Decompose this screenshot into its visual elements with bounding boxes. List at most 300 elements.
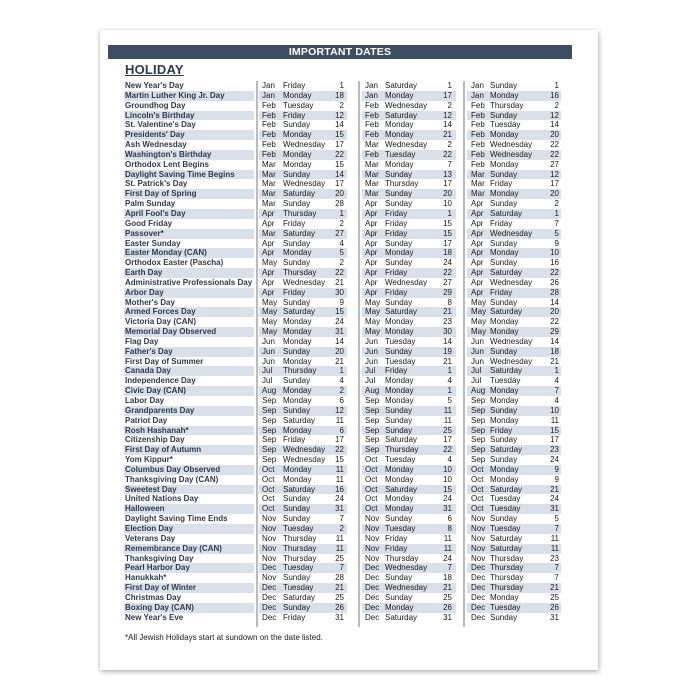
holiday-row bbox=[0, 514, 700, 524]
year3-weekday: Monday bbox=[490, 159, 519, 169]
holiday-name: Remembrance Day (CAN) bbox=[125, 543, 222, 553]
year2-month: Sep bbox=[365, 415, 380, 425]
holiday-table bbox=[0, 81, 700, 622]
year1-month: Feb bbox=[262, 110, 276, 120]
year1-month: Feb bbox=[262, 120, 276, 130]
year3-day: 26 bbox=[550, 602, 559, 612]
year3-weekday: Wednesday bbox=[490, 277, 533, 287]
holiday-row bbox=[0, 504, 700, 514]
year2-month: Dec bbox=[365, 563, 380, 573]
year2-weekday: Saturday bbox=[385, 110, 418, 120]
year2-day: 24 bbox=[443, 494, 452, 504]
year3-day: 5 bbox=[554, 514, 559, 524]
year3-day: 31 bbox=[550, 612, 559, 622]
year3-month: Sep bbox=[471, 425, 486, 435]
year1-day: 6 bbox=[339, 425, 344, 435]
year3-weekday: Monday bbox=[490, 386, 519, 396]
year3-month: Sep bbox=[471, 455, 486, 465]
holiday-name: Pearl Harbor Day bbox=[125, 563, 190, 573]
year1-day: 15 bbox=[335, 159, 344, 169]
year3-month: Dec bbox=[471, 592, 486, 602]
year2-weekday: Sunday bbox=[385, 238, 413, 248]
year2-weekday: Sunday bbox=[385, 189, 413, 199]
year1-weekday: Tuesday bbox=[283, 583, 314, 593]
year1-weekday: Wednesday bbox=[283, 277, 326, 287]
year1-weekday: Sunday bbox=[283, 199, 311, 209]
year3-month: Oct bbox=[471, 484, 484, 494]
year2-weekday: Monday bbox=[385, 130, 414, 140]
holiday-name: Armed Forces Day bbox=[125, 307, 196, 317]
year1-day: 1 bbox=[339, 81, 344, 90]
year1-weekday: Friday bbox=[283, 612, 306, 622]
holiday-row bbox=[0, 199, 700, 209]
year1-month: Jul bbox=[262, 366, 273, 376]
year2-month: Sep bbox=[365, 396, 380, 405]
year2-weekday: Sunday bbox=[385, 415, 413, 425]
year1-day: 14 bbox=[335, 120, 344, 130]
year3-weekday: Saturday bbox=[490, 533, 523, 543]
year1-day: 20 bbox=[335, 346, 344, 356]
year1-day: 15 bbox=[335, 307, 344, 317]
year3-month: Feb bbox=[471, 159, 485, 169]
year1-weekday: Thursday bbox=[283, 268, 317, 278]
year2-weekday: Wednesday bbox=[385, 563, 428, 573]
year1-day: 31 bbox=[335, 504, 344, 514]
year1-day: 24 bbox=[335, 317, 344, 327]
year1-month: Mar bbox=[262, 189, 276, 199]
year2-month: Jun bbox=[365, 336, 378, 346]
year1-weekday: Monday bbox=[283, 248, 312, 258]
year3-month: Jul bbox=[471, 366, 482, 376]
year3-weekday: Monday bbox=[490, 130, 519, 140]
year2-weekday: Sunday bbox=[385, 405, 413, 415]
year3-month: Nov bbox=[471, 514, 486, 524]
year3-month: Feb bbox=[471, 140, 485, 150]
holiday-name: Passover* bbox=[125, 228, 164, 238]
year1-weekday: Sunday bbox=[283, 573, 311, 583]
year2-weekday: Monday bbox=[385, 327, 414, 337]
year3-month: Apr bbox=[471, 287, 484, 297]
year1-weekday: Tuesday bbox=[283, 563, 314, 573]
year2-weekday: Monday bbox=[385, 602, 414, 612]
holiday-row bbox=[0, 494, 700, 504]
year2-day: 15 bbox=[443, 218, 452, 228]
year3-day: 11 bbox=[550, 543, 559, 553]
year2-day: 11 bbox=[443, 543, 452, 553]
year3-weekday: Friday bbox=[490, 218, 513, 228]
year1-weekday: Monday bbox=[283, 327, 312, 337]
year2-month: Nov bbox=[365, 523, 380, 533]
year2-weekday: Saturday bbox=[385, 307, 418, 317]
year2-weekday: Wednesday bbox=[385, 277, 428, 287]
year1-weekday: Monday bbox=[283, 425, 312, 435]
year2-day: 15 bbox=[443, 228, 452, 238]
year2-weekday: Tuesday bbox=[385, 455, 416, 465]
year2-month: Mar bbox=[365, 169, 379, 179]
year2-month: Apr bbox=[365, 287, 378, 297]
year2-day: 31 bbox=[443, 504, 452, 514]
year3-day: 25 bbox=[550, 592, 559, 602]
year1-weekday: Wednesday bbox=[283, 179, 326, 189]
year2-weekday: Thursday bbox=[385, 179, 419, 189]
year1-month: Oct bbox=[262, 494, 275, 504]
holiday-name: Earth Day bbox=[125, 268, 163, 278]
year2-weekday: Sunday bbox=[385, 346, 413, 356]
year3-month: Feb bbox=[471, 110, 485, 120]
year1-weekday: Tuesday bbox=[283, 523, 314, 533]
year2-weekday: Monday bbox=[385, 159, 414, 169]
year1-day: 12 bbox=[335, 405, 344, 415]
holiday-name: Memorial Day Observed bbox=[125, 327, 217, 337]
year2-weekday: Friday bbox=[385, 287, 408, 297]
year3-day: 23 bbox=[550, 445, 559, 455]
year3-weekday: Wednesday bbox=[490, 228, 533, 238]
year1-month: Aug bbox=[262, 386, 277, 396]
year1-month: Nov bbox=[262, 553, 277, 563]
year3-month: Apr bbox=[471, 238, 484, 248]
year3-day: 4 bbox=[554, 396, 559, 405]
year2-day: 12 bbox=[443, 110, 452, 120]
year2-month: Jun bbox=[365, 346, 378, 356]
year1-month: Dec bbox=[262, 612, 277, 622]
year1-month: May bbox=[262, 297, 278, 307]
year3-day: 24 bbox=[550, 494, 559, 504]
year2-weekday: Tuesday bbox=[385, 523, 416, 533]
holiday-row bbox=[0, 396, 700, 406]
holiday-row bbox=[0, 248, 700, 258]
year3-month: Sep bbox=[471, 435, 486, 445]
year1-day: 1 bbox=[339, 208, 344, 218]
footnote: *All Jewish Holidays start at sundown on the date listed. bbox=[125, 633, 323, 642]
year2-month: Apr bbox=[365, 199, 378, 209]
year2-weekday: Sunday bbox=[385, 199, 413, 209]
year1-day: 20 bbox=[335, 189, 344, 199]
year2-day: 17 bbox=[443, 179, 452, 189]
year1-day: 14 bbox=[335, 336, 344, 346]
year2-day: 19 bbox=[443, 346, 452, 356]
holiday-row bbox=[0, 317, 700, 327]
year2-month: Oct bbox=[365, 464, 378, 474]
year2-weekday: Wednesday bbox=[385, 140, 428, 150]
holiday-row bbox=[0, 347, 700, 357]
year2-day: 11 bbox=[443, 533, 452, 543]
year3-month: Feb bbox=[471, 130, 485, 140]
year1-month: Mar bbox=[262, 159, 276, 169]
year1-weekday: Friday bbox=[283, 218, 306, 228]
year1-weekday: Thursday bbox=[283, 208, 317, 218]
year3-month: Oct bbox=[471, 474, 484, 484]
year2-month: Oct bbox=[365, 494, 378, 504]
year2-month: Jan bbox=[365, 90, 378, 100]
year3-day: 2 bbox=[554, 199, 559, 209]
year3-weekday: Thursday bbox=[490, 553, 524, 563]
year3-weekday: Thursday bbox=[490, 583, 524, 593]
holiday-name: April Fool's Day bbox=[125, 208, 186, 218]
year2-weekday: Monday bbox=[385, 376, 414, 386]
year2-day: 8 bbox=[447, 297, 452, 307]
year3-month: May bbox=[471, 327, 487, 337]
year1-month: Sep bbox=[262, 435, 277, 445]
year2-month: Dec bbox=[365, 583, 380, 593]
holiday-row bbox=[0, 120, 700, 130]
year3-weekday: Monday bbox=[490, 415, 519, 425]
year1-month: Sep bbox=[262, 445, 277, 455]
year2-month: May bbox=[365, 327, 381, 337]
year1-day: 17 bbox=[335, 435, 344, 445]
year1-weekday: Sunday bbox=[283, 297, 311, 307]
holiday-row bbox=[0, 327, 700, 337]
year3-day: 10 bbox=[550, 405, 559, 415]
year3-month: Apr bbox=[471, 199, 484, 209]
year3-day: 16 bbox=[550, 90, 559, 100]
holiday-row bbox=[0, 563, 700, 573]
year1-month: May bbox=[262, 327, 278, 337]
year2-day: 21 bbox=[443, 356, 452, 366]
year3-month: Sep bbox=[471, 405, 486, 415]
year3-day: 14 bbox=[550, 336, 559, 346]
holiday-row bbox=[0, 524, 700, 534]
year2-weekday: Sunday bbox=[385, 258, 413, 268]
year3-day: 7 bbox=[554, 563, 559, 573]
year2-day: 22 bbox=[443, 149, 452, 159]
year2-weekday: Monday bbox=[385, 90, 414, 100]
year3-day: 23 bbox=[550, 553, 559, 563]
year3-weekday: Saturday bbox=[490, 445, 523, 455]
year2-month: Jun bbox=[365, 356, 378, 366]
year3-month: Dec bbox=[471, 573, 486, 583]
year1-day: 6 bbox=[339, 396, 344, 405]
year3-month: Aug bbox=[471, 386, 486, 396]
year3-day: 16 bbox=[550, 258, 559, 268]
year3-day: 21 bbox=[550, 583, 559, 593]
holiday-name: United Nations Day bbox=[125, 494, 199, 504]
holiday-name: Administrative Professionals Day bbox=[125, 277, 253, 287]
holiday-row bbox=[0, 416, 700, 426]
year2-day: 30 bbox=[443, 327, 452, 337]
year1-weekday: Sunday bbox=[283, 602, 311, 612]
holiday-name: First Day of Spring bbox=[125, 189, 197, 199]
year3-weekday: Tuesday bbox=[490, 376, 521, 386]
year3-day: 9 bbox=[554, 464, 559, 474]
holiday-row bbox=[0, 366, 700, 376]
holiday-row bbox=[0, 475, 700, 485]
year1-month: Mar bbox=[262, 179, 276, 189]
year3-month: Sep bbox=[471, 396, 486, 405]
year3-weekday: Tuesday bbox=[490, 120, 521, 130]
year2-weekday: Monday bbox=[385, 494, 414, 504]
year2-month: Nov bbox=[365, 543, 380, 553]
year2-month: Sep bbox=[365, 445, 380, 455]
year3-weekday: Wednesday bbox=[490, 356, 533, 366]
year1-weekday: Saturday bbox=[283, 484, 316, 494]
year2-weekday: Saturday bbox=[385, 81, 418, 90]
year1-weekday: Monday bbox=[283, 317, 312, 327]
year1-weekday: Saturday bbox=[283, 228, 316, 238]
holiday-row bbox=[0, 435, 700, 445]
year2-day: 1 bbox=[447, 208, 452, 218]
year3-day: 10 bbox=[550, 248, 559, 258]
year2-day: 27 bbox=[443, 277, 452, 287]
year3-weekday: Sunday bbox=[490, 297, 518, 307]
year2-weekday: Sunday bbox=[385, 514, 413, 524]
year1-day: 28 bbox=[335, 199, 344, 209]
holiday-row bbox=[0, 534, 700, 544]
holiday-name: Groundhog Day bbox=[125, 100, 186, 110]
holiday-name: Good Friday bbox=[125, 218, 173, 228]
year1-weekday: Saturday bbox=[283, 592, 316, 602]
year1-day: 2 bbox=[339, 100, 344, 110]
year1-weekday: Thursday bbox=[283, 366, 317, 376]
year2-weekday: Wednesday bbox=[385, 100, 428, 110]
year1-weekday: Sunday bbox=[283, 120, 311, 130]
year2-day: 10 bbox=[443, 474, 452, 484]
holiday-name: Thanksgiving Day bbox=[125, 553, 194, 563]
year2-day: 14 bbox=[443, 120, 452, 130]
year3-day: 11 bbox=[550, 415, 559, 425]
year2-day: 20 bbox=[443, 189, 452, 199]
year3-month: May bbox=[471, 297, 487, 307]
year2-month: Apr bbox=[365, 228, 378, 238]
year3-day: 9 bbox=[554, 238, 559, 248]
holiday-name: Orthodox Lent Begins bbox=[125, 159, 209, 169]
holiday-row bbox=[0, 130, 700, 140]
year3-weekday: Sunday bbox=[490, 346, 518, 356]
year3-day: 11 bbox=[550, 533, 559, 543]
year3-day: 14 bbox=[550, 297, 559, 307]
holiday-row bbox=[0, 426, 700, 436]
year1-month: Mar bbox=[262, 228, 276, 238]
year1-day: 16 bbox=[335, 484, 344, 494]
year1-day: 2 bbox=[339, 386, 344, 396]
year3-day: 4 bbox=[554, 376, 559, 386]
year3-day: 14 bbox=[550, 120, 559, 130]
year1-month: Nov bbox=[262, 523, 277, 533]
year3-weekday: Monday bbox=[490, 248, 519, 258]
year1-weekday: Friday bbox=[283, 81, 306, 90]
year2-weekday: Saturday bbox=[385, 612, 418, 622]
year2-month: May bbox=[365, 297, 381, 307]
year2-day: 1 bbox=[447, 366, 452, 376]
holiday-name: Daylight Saving Time Begins bbox=[125, 169, 235, 179]
holiday-row bbox=[0, 386, 700, 396]
year3-month: Apr bbox=[471, 277, 484, 287]
year1-month: Jan bbox=[262, 90, 275, 100]
year3-month: Sep bbox=[471, 445, 486, 455]
year2-month: Feb bbox=[365, 130, 379, 140]
year2-weekday: Monday bbox=[385, 248, 414, 258]
year3-month: Mar bbox=[471, 189, 485, 199]
year1-day: 1 bbox=[339, 366, 344, 376]
holiday-name: Mother's Day bbox=[125, 297, 175, 307]
year1-month: Nov bbox=[262, 543, 277, 553]
year1-day: 27 bbox=[335, 228, 344, 238]
holiday-name: Independence Day bbox=[125, 376, 196, 386]
year2-weekday: Friday bbox=[385, 268, 408, 278]
year2-day: 4 bbox=[447, 376, 452, 386]
year2-day: 29 bbox=[443, 287, 452, 297]
holiday-name: St. Valentine's Day bbox=[125, 120, 196, 130]
year3-weekday: Sunday bbox=[490, 110, 518, 120]
year2-month: Jan bbox=[365, 81, 378, 90]
year1-weekday: Tuesday bbox=[283, 100, 314, 110]
year1-weekday: Wednesday bbox=[283, 140, 326, 150]
holiday-row bbox=[0, 307, 700, 317]
year2-weekday: Tuesday bbox=[385, 336, 416, 346]
holiday-row bbox=[0, 91, 700, 101]
year3-month: Dec bbox=[471, 563, 486, 573]
year1-weekday: Monday bbox=[283, 336, 312, 346]
year1-weekday: Sunday bbox=[283, 504, 311, 514]
year2-month: Dec bbox=[365, 602, 380, 612]
year1-day: 15 bbox=[335, 455, 344, 465]
year1-weekday: Saturday bbox=[283, 307, 316, 317]
year1-weekday: Saturday bbox=[283, 415, 316, 425]
year1-weekday: Monday bbox=[283, 159, 312, 169]
year3-month: Dec bbox=[471, 583, 486, 593]
year3-weekday: Sunday bbox=[490, 455, 518, 465]
year1-month: Nov bbox=[262, 573, 277, 583]
year2-day: 31 bbox=[443, 612, 452, 622]
year3-weekday: Saturday bbox=[490, 366, 523, 376]
year3-weekday: Thursday bbox=[490, 100, 524, 110]
year1-weekday: Thursday bbox=[283, 543, 317, 553]
year1-day: 11 bbox=[335, 533, 344, 543]
year3-weekday: Saturday bbox=[490, 268, 523, 278]
holiday-row bbox=[0, 278, 700, 288]
year1-month: Sep bbox=[262, 425, 277, 435]
year3-weekday: Sunday bbox=[490, 169, 518, 179]
year3-day: 1 bbox=[554, 366, 559, 376]
year2-day: 2 bbox=[447, 100, 452, 110]
year2-day: 8 bbox=[447, 523, 452, 533]
year3-weekday: Tuesday bbox=[490, 494, 521, 504]
year3-weekday: Saturday bbox=[490, 208, 523, 218]
year1-weekday: Friday bbox=[283, 287, 306, 297]
holiday-name: Daylight Saving Time Ends bbox=[125, 514, 228, 524]
year1-day: 17 bbox=[335, 140, 344, 150]
holiday-name: Victoria Day (CAN) bbox=[125, 317, 196, 327]
year3-weekday: Sunday bbox=[490, 258, 518, 268]
year3-day: 7 bbox=[554, 523, 559, 533]
year1-day: 12 bbox=[335, 110, 344, 120]
year2-day: 6 bbox=[447, 514, 452, 524]
holiday-row bbox=[0, 613, 700, 623]
holiday-name: Hanukkah* bbox=[125, 573, 167, 583]
year2-weekday: Friday bbox=[385, 218, 408, 228]
year2-month: Oct bbox=[365, 474, 378, 484]
year1-day: 22 bbox=[335, 149, 344, 159]
holiday-row bbox=[0, 101, 700, 111]
year2-month: May bbox=[365, 317, 381, 327]
year3-weekday: Monday bbox=[490, 327, 519, 337]
holiday-row bbox=[0, 603, 700, 613]
year3-day: 26 bbox=[550, 277, 559, 287]
year2-day: 7 bbox=[447, 159, 452, 169]
year2-day: 22 bbox=[443, 445, 452, 455]
year2-weekday: Friday bbox=[385, 208, 408, 218]
year1-weekday: Monday bbox=[283, 464, 312, 474]
year3-day: 20 bbox=[550, 189, 559, 199]
holiday-name: Easter Monday (CAN) bbox=[125, 248, 207, 258]
year3-day: 2 bbox=[554, 100, 559, 110]
year3-day: 7 bbox=[554, 218, 559, 228]
holiday-name: Patriot Day bbox=[125, 415, 168, 425]
year1-day: 14 bbox=[335, 169, 344, 179]
year3-weekday: Monday bbox=[490, 317, 519, 327]
year3-day: 18 bbox=[550, 346, 559, 356]
year1-day: 18 bbox=[335, 90, 344, 100]
year1-day: 4 bbox=[339, 376, 344, 386]
